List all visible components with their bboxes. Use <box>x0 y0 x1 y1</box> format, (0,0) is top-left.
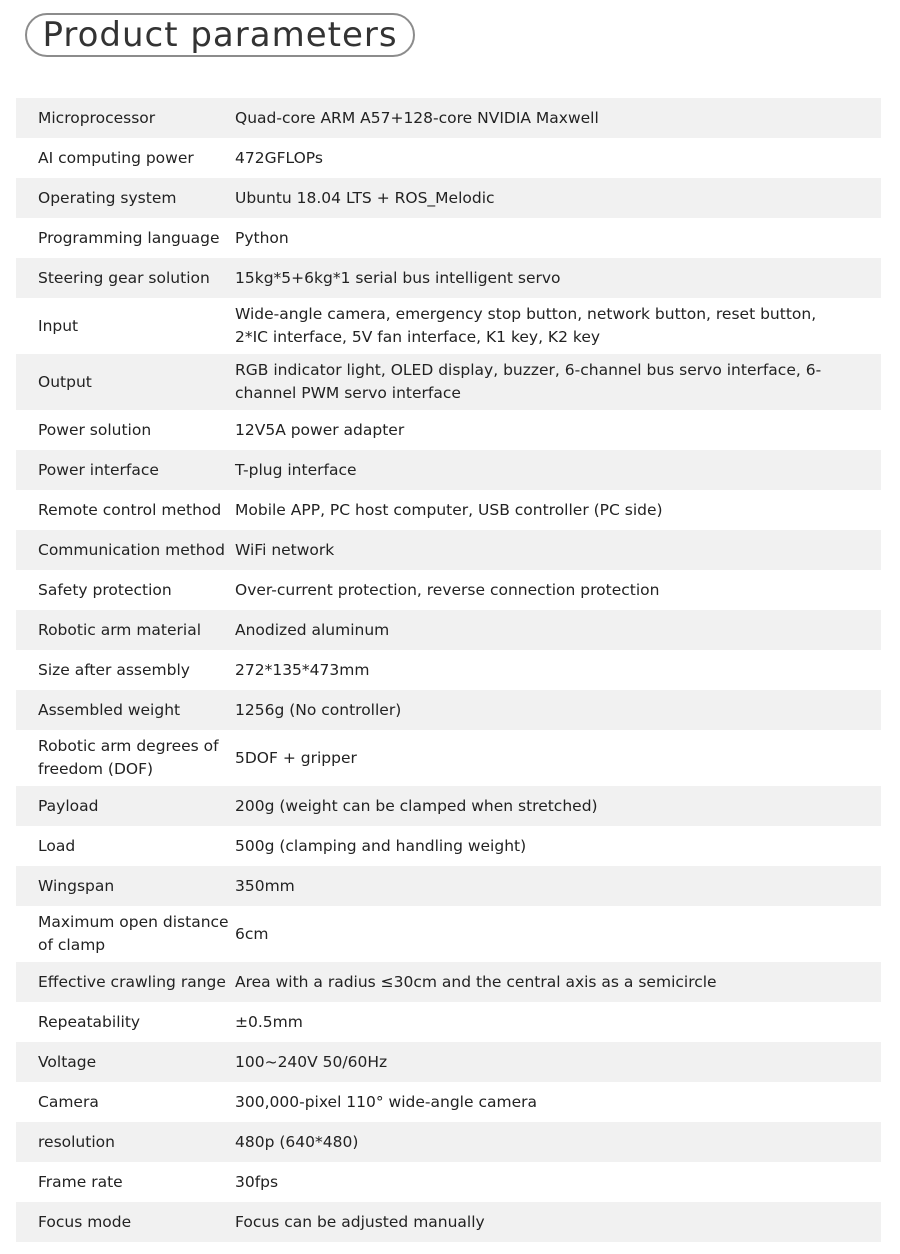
table-row <box>16 826 881 866</box>
spec-label: Frame rate <box>38 1172 123 1191</box>
spec-label: Robotic arm degrees of freedom (DOF) <box>38 737 219 778</box>
spec-label: Remote control method <box>38 500 222 519</box>
spec-value: 480p (640*480) <box>235 1132 359 1151</box>
spec-value: 100~240V 50/60Hz <box>235 1052 388 1071</box>
spec-value: 200g (weight can be clamped when stretched) <box>235 796 598 815</box>
spec-value: Quad-core ARM A57+128-core NVIDIA Maxwell <box>235 108 599 127</box>
spec-value: Anodized aluminum <box>235 620 390 639</box>
spec-value: Ubuntu 18.04 LTS + ROS_Melodic <box>235 188 495 207</box>
spec-label: Microprocessor <box>38 108 156 127</box>
spec-value: 15kg*5+6kg*1 serial bus intelligent servo <box>235 268 561 287</box>
spec-value: 472GFLOPs <box>235 148 323 167</box>
spec-value: 5DOF + gripper <box>235 748 357 767</box>
spec-value: RGB indicator light, OLED display, buzzer, 6-channel bus servo interface, 6-channel PWM servo interface <box>235 361 822 402</box>
spec-value: 300,000-pixel 110° wide-angle camera <box>235 1092 537 1111</box>
spec-label: Output <box>38 372 92 391</box>
spec-value: 30fps <box>235 1172 279 1191</box>
table-row <box>16 730 881 786</box>
table-row <box>16 786 881 826</box>
table-row <box>16 690 881 730</box>
spec-value: 500g (clamping and handling weight) <box>235 836 527 855</box>
spec-value: Wide-angle camera, emergency stop button, network button, reset button, 2*IC interface, 5V fan interface, K1 key, K2 key <box>235 305 817 346</box>
spec-value: 1256g (No controller) <box>235 700 402 719</box>
table-row <box>16 1202 881 1242</box>
spec-label: Focus mode <box>38 1212 132 1231</box>
spec-value: Focus can be adjusted manually <box>235 1212 485 1231</box>
table-row <box>16 530 881 570</box>
section-title-badge <box>25 13 415 57</box>
spec-label: Robotic arm material <box>38 620 202 639</box>
spec-value: Python <box>235 228 289 247</box>
spec-value: Mobile APP, PC host computer, USB controller (PC side) <box>235 500 663 519</box>
table-row <box>16 98 881 138</box>
table-row <box>16 1122 881 1162</box>
spec-label: resolution <box>38 1132 115 1151</box>
table-row <box>16 1002 881 1042</box>
spec-label: Load <box>38 836 76 855</box>
spec-label: Operating system <box>38 188 177 207</box>
spec-label: Safety protection <box>38 580 172 599</box>
spec-label: Communication method <box>38 540 225 559</box>
table-row <box>16 1082 881 1122</box>
table-row <box>16 490 881 530</box>
table-row <box>16 1042 881 1082</box>
table-row <box>16 650 881 690</box>
table-row <box>16 178 881 218</box>
table-row <box>16 570 881 610</box>
spec-value: WiFi network <box>235 540 335 559</box>
spec-label: Power solution <box>38 420 152 439</box>
spec-label: Maximum open distance of clamp <box>38 913 229 954</box>
page-title: Product parameters <box>42 15 398 55</box>
table-row <box>16 1162 881 1202</box>
spec-label: Steering gear solution <box>38 268 210 287</box>
spec-label: Power interface <box>38 460 159 479</box>
spec-label: Assembled weight <box>38 700 181 719</box>
table-row <box>16 962 881 1002</box>
table-row <box>16 218 881 258</box>
spec-value: Area with a radius ≤30cm and the central axis as a semicircle <box>235 972 717 991</box>
spec-label: AI computing power <box>38 148 194 167</box>
spec-label: Size after assembly <box>38 660 190 679</box>
spec-label: Wingspan <box>38 876 115 895</box>
spec-value: Over-current protection, reverse connection protection <box>235 580 660 599</box>
spec-value: 12V5A power adapter <box>235 420 405 439</box>
spec-value: 272*135*473mm <box>235 660 370 679</box>
table-row <box>16 450 881 490</box>
spec-value: 6cm <box>235 924 269 943</box>
spec-label: Voltage <box>38 1052 97 1071</box>
spec-value: T-plug interface <box>235 460 357 479</box>
table-row <box>16 258 881 298</box>
spec-label: Repeatability <box>38 1012 141 1031</box>
spec-label: Payload <box>38 796 99 815</box>
spec-label: Effective crawling range <box>38 972 226 991</box>
table-row <box>16 906 881 962</box>
table-row <box>16 354 881 410</box>
table-row <box>16 138 881 178</box>
spec-label: Programming language <box>38 228 220 247</box>
table-row <box>16 298 881 354</box>
spec-label: Camera <box>38 1092 99 1111</box>
spec-label: Input <box>38 316 79 335</box>
table-row <box>16 866 881 906</box>
spec-value: ±0.5mm <box>235 1012 303 1031</box>
table-row <box>16 610 881 650</box>
spec-value: 350mm <box>235 876 295 895</box>
table-row <box>16 410 881 450</box>
spec-table <box>16 98 881 1242</box>
